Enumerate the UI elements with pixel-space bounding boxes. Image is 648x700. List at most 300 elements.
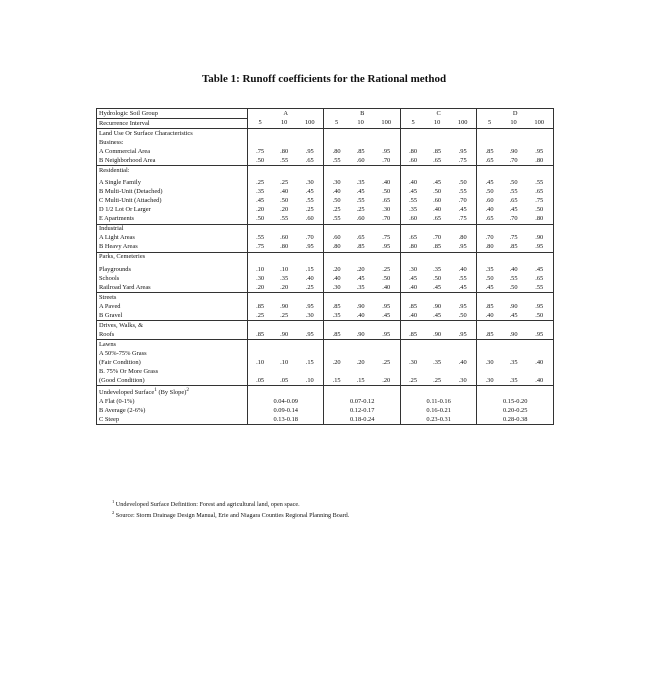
coefficient-cell: .20 bbox=[324, 262, 349, 275]
coefficient-cell: .45 bbox=[356, 188, 365, 195]
coefficient-cell: .75 bbox=[382, 234, 391, 241]
coefficient-cell: .10 bbox=[248, 262, 273, 275]
coefficient-cell: .55 bbox=[525, 175, 553, 188]
interval-10: 10 bbox=[425, 119, 449, 129]
row-label: (Fair Condition) bbox=[97, 358, 248, 367]
coefficient-cell: .80 bbox=[324, 243, 349, 253]
interval-100: 100 bbox=[296, 119, 324, 129]
coefficient-cell bbox=[248, 367, 273, 376]
coefficient-cell: .90 bbox=[280, 302, 289, 310]
coefficient-cell: .95 bbox=[458, 147, 467, 155]
table-row bbox=[97, 234, 554, 243]
coefficient-cell: .65 bbox=[525, 188, 553, 197]
coefficient-cell: .90 bbox=[502, 330, 526, 340]
slope-row bbox=[97, 406, 554, 415]
coefficient-cell: .45 bbox=[449, 283, 477, 293]
coefficient-cell: .30 bbox=[324, 175, 349, 188]
coefficient-cell: .40 bbox=[400, 283, 425, 293]
coefficient-cell: .45 bbox=[425, 283, 449, 293]
row-label: A Commercial Area bbox=[97, 147, 248, 156]
coefficient-cell bbox=[296, 138, 324, 147]
coefficient-cell bbox=[373, 129, 401, 139]
coefficient-cell: .90 bbox=[525, 234, 553, 243]
coefficient-cell bbox=[349, 349, 373, 358]
coefficient-cell bbox=[248, 129, 273, 139]
coefficient-cell bbox=[373, 166, 401, 176]
soil-group-header-row bbox=[97, 109, 554, 119]
table-row bbox=[97, 262, 554, 275]
coefficient-cell bbox=[400, 252, 425, 262]
coefficient-cell: .45 bbox=[400, 274, 425, 283]
coefficient-cell: .85 bbox=[248, 302, 273, 311]
undeveloped-label bbox=[97, 386, 248, 398]
group-header-c: C bbox=[400, 109, 476, 119]
coefficient-cell bbox=[425, 349, 449, 358]
coefficient-cell: .85 bbox=[477, 147, 502, 156]
coefficient-cell bbox=[449, 166, 477, 176]
coefficient-cell: .70 bbox=[433, 234, 442, 241]
coefficient-cell bbox=[400, 349, 425, 358]
coefficient-cell: .65 bbox=[425, 215, 449, 225]
coefficient-cell: .50 bbox=[248, 215, 273, 225]
coefficient-cell: .20 bbox=[356, 358, 365, 366]
table-row bbox=[97, 283, 554, 293]
coefficient-cell: .95 bbox=[525, 302, 553, 311]
coefficient-cell bbox=[296, 321, 324, 331]
coefficient-cell bbox=[449, 138, 477, 147]
coefficient-cell: .50 bbox=[458, 179, 467, 186]
coefficient-cell bbox=[502, 224, 526, 234]
coefficient-cell: .55 bbox=[248, 234, 273, 243]
coefficient-cell bbox=[449, 129, 477, 139]
coefficient-cell bbox=[272, 224, 296, 234]
coefficient-cell bbox=[373, 224, 401, 234]
row-label: Drives, Walks, & bbox=[97, 321, 248, 331]
table-title: Table 1: Runoff coefficients for the Rational method bbox=[201, 73, 447, 85]
undeveloped-label-text: Undeveloped Surface bbox=[99, 388, 155, 396]
coefficient-cell: .05 bbox=[248, 376, 273, 386]
table-row bbox=[97, 224, 554, 234]
coefficient-cell: .30 bbox=[324, 283, 349, 293]
coefficient-cell: .80 bbox=[324, 147, 349, 156]
coefficient-cell: .95 bbox=[373, 243, 401, 253]
coefficient-cell: .90 bbox=[272, 330, 296, 340]
table-row bbox=[97, 340, 554, 350]
coefficient-cell: .40 bbox=[373, 283, 401, 293]
table-row bbox=[97, 206, 554, 215]
coefficient-cell: .50 bbox=[525, 311, 553, 321]
coefficient-cell: .75 bbox=[449, 215, 477, 225]
coefficient-cell bbox=[477, 129, 502, 139]
coefficient-cell: .75 bbox=[509, 234, 518, 241]
coefficient-cell: .25 bbox=[382, 265, 391, 273]
footnote-ref-2: 2 bbox=[186, 386, 189, 393]
interval-10: 10 bbox=[272, 119, 296, 129]
coefficient-cell: .55 bbox=[324, 215, 349, 225]
coefficient-cell bbox=[477, 224, 502, 234]
coefficient-cell bbox=[525, 252, 553, 262]
coefficient-cell: .05 bbox=[272, 376, 296, 386]
coefficient-cell: .95 bbox=[525, 243, 553, 253]
coefficient-cell: .95 bbox=[525, 330, 553, 340]
coefficient-cell: .70 bbox=[373, 156, 401, 166]
row-label: Business: bbox=[97, 138, 248, 147]
coefficient-cell: .50 bbox=[382, 188, 391, 195]
row-label: B. 75% Or More Grass bbox=[97, 367, 248, 376]
coefficient-cell bbox=[324, 293, 349, 303]
footnote-ref-1: 1 bbox=[154, 386, 157, 393]
coefficient-cell bbox=[272, 321, 296, 331]
coefficient-cell: .50 bbox=[477, 188, 502, 197]
coefficient-range: 0.07-0.12 bbox=[324, 397, 400, 406]
footnote-1-mark: 1 bbox=[112, 499, 115, 504]
interval-100: 100 bbox=[373, 119, 401, 129]
row-label: A Single Family bbox=[97, 175, 248, 188]
coefficient-cell bbox=[477, 367, 502, 376]
footnote-2 bbox=[112, 510, 349, 521]
coefficient-cell bbox=[349, 340, 373, 350]
coefficient-cell: .35 bbox=[509, 358, 518, 366]
coefficient-cell: .80 bbox=[400, 147, 425, 156]
coefficient-cell: .95 bbox=[296, 330, 324, 340]
coefficient-cell bbox=[449, 349, 477, 358]
interval-100: 100 bbox=[449, 119, 477, 129]
coefficient-cell: .80 bbox=[400, 243, 425, 253]
coefficient-cell: .10 bbox=[248, 358, 273, 367]
coefficient-cell bbox=[449, 367, 477, 376]
coefficient-range: 0.18-0.24 bbox=[324, 415, 400, 425]
coefficient-cell: .65 bbox=[477, 156, 502, 166]
coefficient-cell bbox=[272, 349, 296, 358]
table-row bbox=[97, 330, 554, 340]
coefficient-range: 0.12-0.17 bbox=[324, 406, 400, 415]
coefficient-cell bbox=[477, 321, 502, 331]
coefficient-cell: .80 bbox=[272, 243, 296, 253]
coefficient-cell bbox=[425, 224, 449, 234]
coefficient-cell: .35 bbox=[400, 206, 425, 215]
coefficient-cell: .45 bbox=[305, 188, 314, 195]
table-row bbox=[97, 293, 554, 303]
coefficient-cell bbox=[477, 138, 502, 147]
footnote-1-text: Undeveloped Surface Definition: Forest and agricultural land, open space. bbox=[115, 501, 300, 509]
coefficient-cell: .60 bbox=[296, 215, 324, 225]
coefficient-cell: .70 bbox=[502, 215, 526, 225]
coefficient-cell: .50 bbox=[324, 197, 349, 206]
coefficient-cell: .90 bbox=[509, 302, 518, 310]
coefficient-cell bbox=[525, 367, 553, 376]
table-row bbox=[97, 311, 554, 321]
slope-label: B Average (2-6%) bbox=[97, 406, 248, 415]
group-header-b: B bbox=[324, 109, 400, 119]
coefficient-cell: .25 bbox=[248, 311, 273, 321]
coefficient-cell bbox=[525, 293, 553, 303]
coefficient-range: 0.11-0.16 bbox=[400, 397, 476, 406]
coefficient-cell: .20 bbox=[356, 265, 365, 273]
coefficient-cell: .95 bbox=[382, 302, 391, 310]
coefficient-cell: .25 bbox=[382, 358, 391, 366]
coefficient-cell bbox=[296, 224, 324, 234]
coefficient-cell: .50 bbox=[525, 206, 553, 215]
row-label: Parks, Cemeteries bbox=[97, 252, 248, 262]
coefficient-cell: .50 bbox=[280, 197, 289, 204]
coefficient-cell bbox=[477, 166, 502, 176]
coefficient-cell: .55 bbox=[458, 188, 467, 195]
coefficient-cell: .15 bbox=[324, 376, 349, 386]
coefficient-cell: .40 bbox=[433, 206, 442, 213]
coefficient-cell: .20 bbox=[280, 206, 289, 213]
coefficient-cell: .30 bbox=[449, 376, 477, 386]
coefficient-cell: .80 bbox=[280, 147, 289, 155]
row-label: A 50%-75% Grass bbox=[97, 349, 248, 358]
coefficient-cell bbox=[296, 340, 324, 350]
slope-row bbox=[97, 397, 554, 406]
coefficient-cell bbox=[373, 367, 401, 376]
coefficient-cell bbox=[296, 367, 324, 376]
coefficient-cell bbox=[502, 138, 526, 147]
row-label: D 1/2 Lot Or Larger bbox=[97, 206, 248, 215]
coefficient-cell bbox=[400, 340, 425, 350]
coefficient-cell: .35 bbox=[477, 262, 502, 275]
coefficient-cell: .15 bbox=[305, 265, 314, 273]
coefficient-cell bbox=[449, 340, 477, 350]
coefficient-cell: .85 bbox=[356, 147, 365, 155]
coefficient-cell bbox=[477, 340, 502, 350]
row-label: Industrial bbox=[97, 224, 248, 234]
coefficient-cell bbox=[324, 252, 349, 262]
coefficient-cell bbox=[248, 293, 273, 303]
coefficient-cell bbox=[272, 293, 296, 303]
coefficient-cell bbox=[248, 340, 273, 350]
coefficient-cell: .90 bbox=[509, 147, 518, 155]
coefficient-cell bbox=[349, 367, 373, 376]
coefficient-cell: .90 bbox=[433, 302, 442, 310]
coefficient-cell: .40 bbox=[382, 179, 391, 186]
coefficient-cell bbox=[349, 138, 373, 147]
coefficient-cell: .40 bbox=[349, 311, 373, 321]
coefficient-cell bbox=[296, 129, 324, 139]
coefficient-cell bbox=[449, 293, 477, 303]
coefficient-cell: .25 bbox=[356, 206, 365, 213]
range-spacer bbox=[477, 386, 554, 398]
row-label: B Gravel bbox=[97, 311, 248, 321]
coefficient-cell: .70 bbox=[502, 156, 526, 166]
coefficient-cell bbox=[296, 166, 324, 176]
coefficient-range: 0.15-0.20 bbox=[477, 397, 554, 406]
coefficient-cell: .50 bbox=[433, 274, 442, 282]
coefficient-cell: .60 bbox=[349, 156, 373, 166]
coefficient-cell: .30 bbox=[400, 262, 425, 275]
row-label: B Heavy Areas bbox=[97, 243, 248, 253]
slope-label: A Flat (0-1%) bbox=[97, 397, 248, 406]
coefficient-range: 0.20-0.25 bbox=[477, 406, 554, 415]
coefficient-cell: .45 bbox=[509, 206, 518, 213]
coefficient-cell bbox=[349, 321, 373, 331]
table-row bbox=[97, 349, 554, 358]
coefficient-cell: .75 bbox=[248, 147, 273, 156]
group-header-a: A bbox=[248, 109, 324, 119]
table-row bbox=[97, 197, 554, 206]
coefficient-cell: .50 bbox=[477, 274, 502, 283]
coefficient-cell bbox=[272, 367, 296, 376]
coefficient-cell: .55 bbox=[509, 188, 518, 195]
coefficient-cell: .65 bbox=[477, 215, 502, 225]
coefficient-cell: .85 bbox=[502, 243, 526, 253]
coefficient-cell bbox=[425, 367, 449, 376]
coefficient-cell bbox=[373, 252, 401, 262]
coefficient-cell: .70 bbox=[477, 234, 502, 243]
coefficient-cell: .20 bbox=[373, 376, 401, 386]
coefficient-cell: .35 bbox=[248, 188, 273, 197]
coefficient-cell: .20 bbox=[248, 283, 273, 293]
coefficient-cell: .40 bbox=[400, 175, 425, 188]
coefficient-cell bbox=[248, 138, 273, 147]
coefficient-cell: .65 bbox=[356, 234, 365, 241]
range-spacer bbox=[400, 386, 476, 398]
coefficient-cell: .85 bbox=[349, 243, 373, 253]
coefficient-cell bbox=[425, 166, 449, 176]
coefficient-cell: .45 bbox=[502, 311, 526, 321]
footnotes bbox=[112, 499, 349, 520]
coefficient-cell: .40 bbox=[509, 265, 518, 273]
coefficient-cell: .50 bbox=[248, 156, 273, 166]
coefficient-cell: .45 bbox=[477, 175, 502, 188]
coefficient-cell: .80 bbox=[525, 156, 553, 166]
coefficient-cell bbox=[449, 321, 477, 331]
coefficient-cell bbox=[425, 321, 449, 331]
coefficient-cell: .35 bbox=[433, 358, 442, 366]
footnote-1 bbox=[112, 499, 349, 510]
coefficient-cell bbox=[502, 340, 526, 350]
coefficient-cell: .40 bbox=[324, 188, 349, 197]
coefficient-cell: .80 bbox=[458, 234, 467, 241]
coefficient-cell: .55 bbox=[525, 283, 553, 293]
coefficient-cell bbox=[324, 321, 349, 331]
row-label: Residential: bbox=[97, 166, 248, 176]
coefficient-cell: .50 bbox=[449, 311, 477, 321]
interval-5: 5 bbox=[248, 119, 273, 129]
coefficient-cell: .55 bbox=[324, 156, 349, 166]
coefficient-cell: .40 bbox=[525, 376, 553, 386]
interval-5: 5 bbox=[324, 119, 349, 129]
coefficient-cell: .55 bbox=[509, 274, 518, 282]
coefficient-cell: .40 bbox=[458, 265, 467, 273]
interval-10: 10 bbox=[502, 119, 526, 129]
coefficient-cell bbox=[248, 349, 273, 358]
row-label: (Good Condition) bbox=[97, 376, 248, 386]
row-label: Railroad Yard Areas bbox=[97, 283, 248, 293]
coefficient-cell: .20 bbox=[248, 206, 273, 215]
coefficient-cell bbox=[272, 340, 296, 350]
coefficient-range: 0.13-0.18 bbox=[248, 415, 324, 425]
coefficient-cell: .60 bbox=[400, 156, 425, 166]
slope-label: C Steep bbox=[97, 415, 248, 425]
coefficient-cell: .45 bbox=[425, 311, 449, 321]
coefficient-cell: .90 bbox=[349, 330, 373, 340]
coefficient-cell: .35 bbox=[324, 311, 349, 321]
coefficient-cell: .40 bbox=[324, 274, 349, 283]
row-label: C Multi-Unit (Attached) bbox=[97, 197, 248, 206]
coefficient-cell: .90 bbox=[425, 330, 449, 340]
coefficient-cell bbox=[502, 129, 526, 139]
table-row bbox=[97, 302, 554, 311]
coefficient-cell bbox=[425, 340, 449, 350]
coefficient-cell: .20 bbox=[272, 283, 296, 293]
coefficient-cell bbox=[373, 138, 401, 147]
table-row bbox=[97, 188, 554, 197]
recurrence-interval-label: Recurrence Interval bbox=[97, 119, 248, 129]
coefficient-cell bbox=[349, 252, 373, 262]
table-row bbox=[97, 166, 554, 176]
row-label: A Light Areas bbox=[97, 234, 248, 243]
coefficient-cell: .30 bbox=[248, 274, 273, 283]
coefficient-cell: .45 bbox=[248, 197, 273, 206]
coefficient-cell: .45 bbox=[356, 274, 365, 282]
row-label: Playgrounds bbox=[97, 262, 248, 275]
coefficient-cell: .25 bbox=[280, 179, 289, 186]
coefficient-cell: .30 bbox=[477, 376, 502, 386]
coefficient-cell: .30 bbox=[305, 179, 314, 186]
row-label: Roofs bbox=[97, 330, 248, 340]
coefficient-cell: .30 bbox=[382, 206, 391, 213]
coefficient-cell: .95 bbox=[449, 330, 477, 340]
coefficient-cell bbox=[272, 138, 296, 147]
coefficient-cell: .60 bbox=[477, 197, 502, 206]
table-row bbox=[97, 252, 554, 262]
coefficient-cell: .65 bbox=[425, 156, 449, 166]
coefficient-cell: .40 bbox=[477, 206, 502, 215]
coefficient-cell: .45 bbox=[400, 188, 425, 197]
soil-group-label: Hydrologic Soil Group bbox=[97, 109, 248, 119]
coefficient-cell: .65 bbox=[525, 274, 553, 283]
coefficient-cell bbox=[296, 252, 324, 262]
coefficient-cell: .40 bbox=[305, 274, 314, 282]
coefficient-cell: .35 bbox=[356, 179, 365, 186]
coefficient-cell bbox=[272, 129, 296, 139]
coefficient-cell: .25 bbox=[296, 283, 324, 293]
coefficient-cell: .30 bbox=[477, 358, 502, 367]
table-row bbox=[97, 129, 554, 139]
coefficient-cell: .85 bbox=[477, 302, 502, 311]
coefficient-cell: .55 bbox=[458, 274, 467, 282]
coefficient-cell bbox=[525, 129, 553, 139]
coefficient-cell bbox=[324, 138, 349, 147]
coefficient-cell: .40 bbox=[280, 188, 289, 195]
coefficient-cell bbox=[400, 166, 425, 176]
coefficient-cell bbox=[477, 349, 502, 358]
row-label: Land Use Or Surface Characteristics bbox=[97, 129, 248, 139]
table-row bbox=[97, 215, 554, 225]
coefficient-cell: .95 bbox=[296, 243, 324, 253]
footnote-2-text: Source: Storm Drainage Design Manual, Erie and Niagara Counties Regional Planning Board. bbox=[115, 511, 350, 519]
coefficient-cell: .90 bbox=[356, 302, 365, 310]
coefficient-cell: .95 bbox=[458, 302, 467, 310]
coefficient-cell: .30 bbox=[400, 358, 425, 367]
coefficient-cell bbox=[502, 321, 526, 331]
coefficient-cell: .35 bbox=[433, 265, 442, 273]
row-label: Streets bbox=[97, 293, 248, 303]
coefficient-cell bbox=[324, 367, 349, 376]
coefficient-cell: .70 bbox=[458, 197, 467, 204]
interval-100: 100 bbox=[525, 119, 553, 129]
coefficient-cell: .70 bbox=[373, 215, 401, 225]
range-spacer bbox=[324, 386, 400, 398]
coefficient-cell: .30 bbox=[296, 311, 324, 321]
coefficient-cell: .50 bbox=[509, 179, 518, 186]
coefficient-cell: .25 bbox=[324, 206, 349, 215]
coefficient-cell bbox=[248, 321, 273, 331]
coefficient-cell: .85 bbox=[425, 243, 449, 253]
coefficient-range: 0.09-0.14 bbox=[248, 406, 324, 415]
